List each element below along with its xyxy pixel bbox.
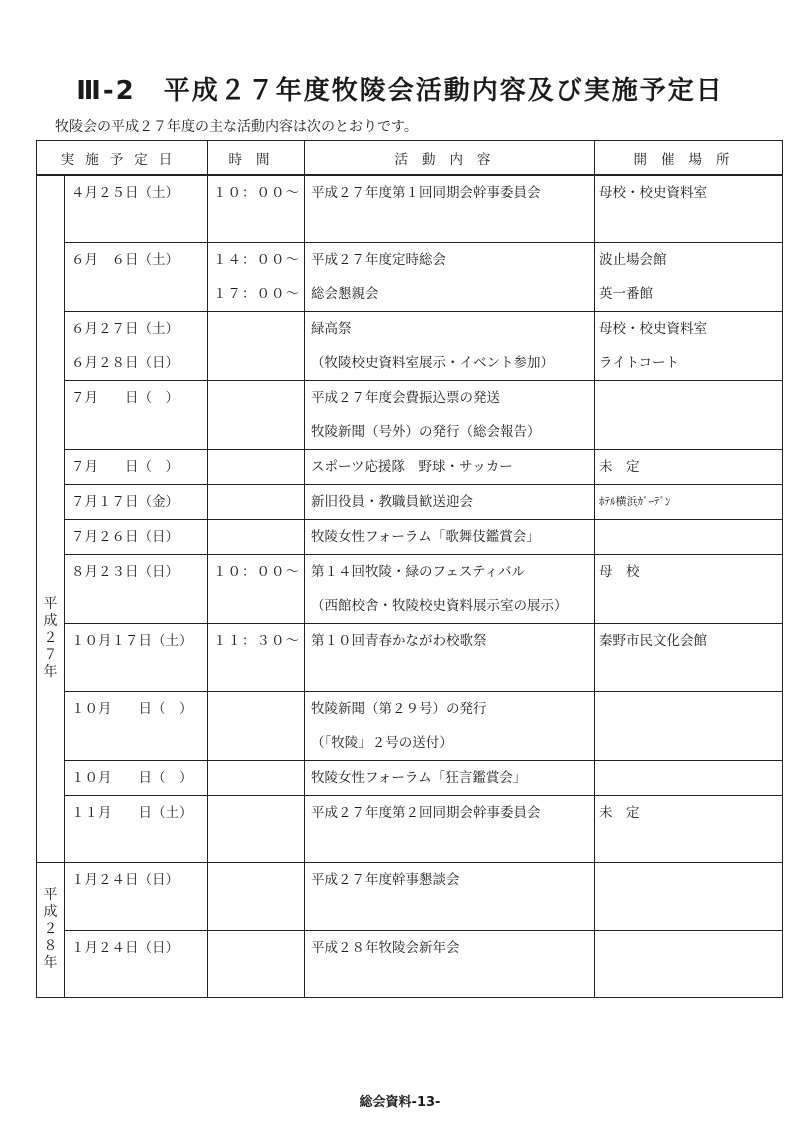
table-row: [37, 484, 783, 519]
date-cell: １月２４日（日）: [65, 862, 208, 930]
time-cell: [208, 484, 305, 519]
schedule-table: [36, 140, 782, 984]
activity-cell: 平成２７年度幹事懇談会: [305, 862, 595, 930]
place-cell: [595, 930, 783, 997]
activity-cell: 緑高祭 （牧陵校史資料室展示・イベント参加）: [305, 311, 595, 380]
time-cell: [208, 311, 305, 380]
activity-cell: 平成２７年度第２回同期会幹事委員会: [305, 795, 595, 862]
place-cell: 未 定: [595, 449, 783, 484]
date-cell: ７月 日（ ）: [65, 449, 208, 484]
place-cell: 未 定: [595, 795, 783, 862]
table-row: [37, 519, 783, 554]
page-title: Ⅲ-2 平成２７年度牧陵会活動内容及び実施予定日: [76, 76, 724, 106]
time-cell: [208, 760, 305, 795]
table-row: [37, 623, 783, 691]
activity-cell: 第１０回青春かながわ校歌祭: [305, 623, 595, 691]
table-header-row: [37, 141, 783, 176]
table-row: [37, 554, 783, 623]
activity-cell: 新旧役員・教職員歓送迎会: [305, 484, 595, 519]
date-cell: ４月２５日（土）: [65, 175, 208, 242]
date-cell: ６月２７日（土） ６月２８日（日）: [65, 311, 208, 380]
time-cell: [208, 691, 305, 760]
date-cell: １１月 日（土）: [65, 795, 208, 862]
date-cell: ７月 日（ ）: [65, 380, 208, 449]
date-cell: １０月 日（ ）: [65, 691, 208, 760]
time-cell: １０：００～: [208, 554, 305, 623]
time-cell: [208, 519, 305, 554]
place-cell: [595, 862, 783, 930]
activity-cell: 牧陵女性フォーラム「歌舞伎鑑賞会」: [305, 519, 595, 554]
table-row: [37, 311, 783, 380]
era-label-h27: 平成２７年: [37, 175, 65, 862]
page-footer: 総会資料-13-: [359, 1095, 441, 1110]
place-cell: [595, 519, 783, 554]
table-row: [37, 175, 783, 242]
place-cell: 波止場会館 英一番館: [595, 242, 783, 311]
activity-cell: スポーツ応援隊 野球・サッカー: [305, 449, 595, 484]
activity-cell: 平成２７年度会費振込票の発送 牧陵新聞（号外）の発行（総会報告）: [305, 380, 595, 449]
table-row: [37, 930, 783, 997]
time-cell: [208, 795, 305, 862]
place-cell: [595, 691, 783, 760]
date-cell: ８月２３日（日）: [65, 554, 208, 623]
place-cell: [595, 760, 783, 795]
header-place: 開催場所: [595, 141, 783, 176]
place-cell: ﾎﾃﾙ横浜ｶﾞｰﾃﾞﾝ: [595, 484, 783, 519]
activity-cell: 平成２７年度第１回同期会幹事委員会: [305, 175, 595, 242]
table-row: [37, 862, 783, 930]
activity-cell: 平成２８年牧陵会新年会: [305, 930, 595, 997]
date-cell: ７月２６日（日）: [65, 519, 208, 554]
time-cell: [208, 930, 305, 997]
date-cell: １０月 日（ ）: [65, 760, 208, 795]
activity-cell: 第１４回牧陵・緑のフェスティバル （西館校舎・牧陵校史資料展示室の展示）: [305, 554, 595, 623]
time-cell: １０：００～: [208, 175, 305, 242]
date-cell: １０月１７日（土）: [65, 623, 208, 691]
intro-text: 牧陵会の平成２７年度の主な活動内容は次のとおりです。: [55, 119, 418, 135]
table-row: [37, 380, 783, 449]
time-cell: [208, 380, 305, 449]
header-time: 時間: [208, 141, 305, 176]
place-cell: 母校・校史資料室 ライトコート: [595, 311, 783, 380]
time-cell: １１：３０～: [208, 623, 305, 691]
time-cell: １４：００～ １７：００～: [208, 242, 305, 311]
table-row: [37, 449, 783, 484]
table-row: [37, 691, 783, 760]
table-row: [37, 242, 783, 311]
place-cell: [595, 380, 783, 449]
date-cell: ６月 ６日（土）: [65, 242, 208, 311]
time-cell: [208, 862, 305, 930]
era-label-h28: 平成２８年: [37, 862, 65, 997]
activity-cell: 牧陵女性フォーラム「狂言鑑賞会」: [305, 760, 595, 795]
place-cell: 母校・校史資料室: [595, 175, 783, 242]
table-row: [37, 760, 783, 795]
place-cell: 秦野市民文化会館: [595, 623, 783, 691]
activity-cell: 牧陵新聞（第２９号）の発行 （「牧陵」２号の送付）: [305, 691, 595, 760]
date-cell: １月２４日（日）: [65, 930, 208, 997]
header-date: 実施予定日: [37, 141, 208, 176]
table-row: [37, 795, 783, 862]
header-activity: 活動内容: [305, 141, 595, 176]
time-cell: [208, 449, 305, 484]
activity-cell: 平成２７年度定時総会 総会懇親会: [305, 242, 595, 311]
date-cell: ７月１７日（金）: [65, 484, 208, 519]
place-cell: 母 校: [595, 554, 783, 623]
